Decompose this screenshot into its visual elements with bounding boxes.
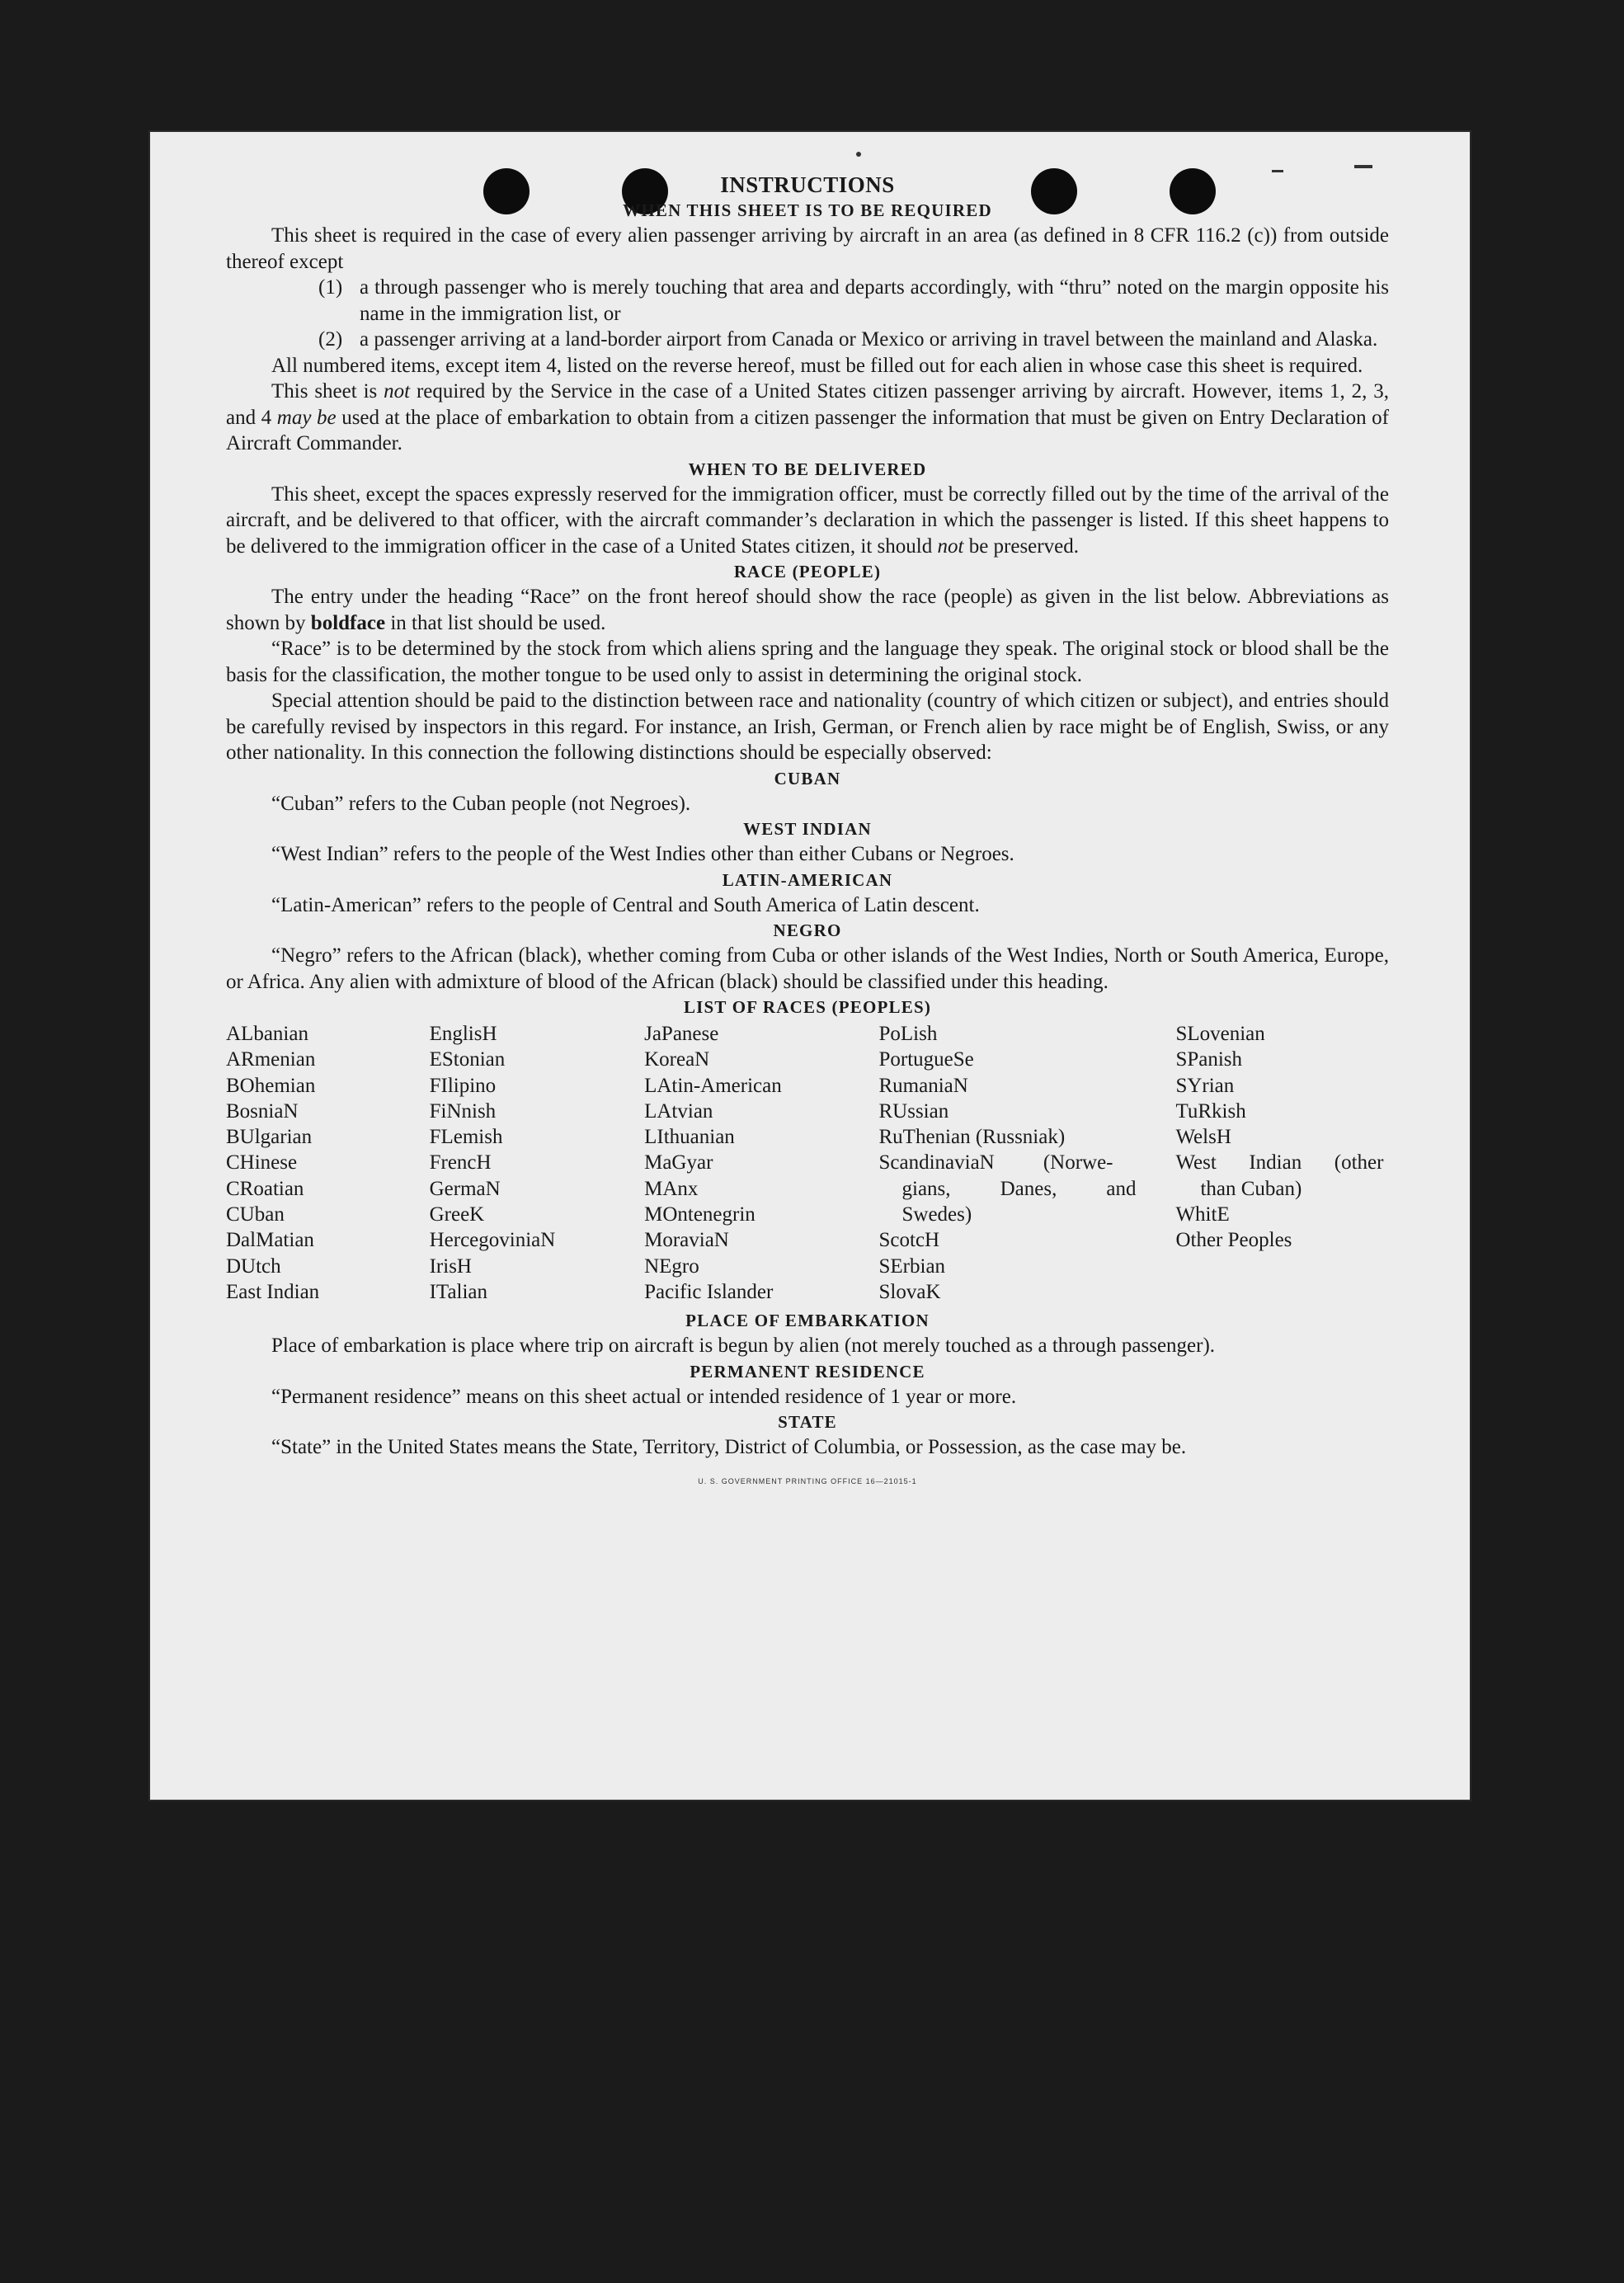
race-item: WelsH bbox=[1175, 1126, 1231, 1149]
race-item: CRoatian bbox=[226, 1177, 304, 1200]
italic-run: not bbox=[937, 534, 964, 558]
races-column-1 bbox=[226, 1021, 430, 1305]
race-item: BOhemian bbox=[226, 1074, 316, 1097]
race-item: BosniaN bbox=[226, 1099, 299, 1123]
text-run: in that list should be used. bbox=[385, 611, 606, 634]
paragraph: “State” in the United States means the State, Territory, District of Columbia, or Possession, as the case may be. bbox=[271, 1436, 1187, 1459]
race-item: FiNnish bbox=[429, 1099, 497, 1123]
printing-office-footer: U. S. GOVERNMENT PRINTING OFFICE 16—21015-1 bbox=[698, 1476, 917, 1485]
race-item: gians, Danes, and bbox=[901, 1177, 1137, 1200]
paragraph: “Race” is to be determined by the stock from which aliens spring and the language they speak. The original stock or blood shall be the basis for the classification, the mother tongue to be used only to assist in determining the original stock. bbox=[226, 638, 1389, 686]
item-number: (2) bbox=[318, 328, 343, 351]
race-item: RumaniaN bbox=[878, 1074, 968, 1097]
text-run: The entry under the heading “Race” on the front hereof should show the race (people) as given in the list below. Abbreviations as shown by bbox=[226, 586, 1389, 634]
races-column-4 bbox=[879, 1021, 1176, 1305]
bold-run: boldface bbox=[310, 611, 386, 634]
race-item: West Indian (other bbox=[1175, 1151, 1384, 1174]
paragraph bbox=[226, 482, 1389, 560]
race-item: MAnx bbox=[644, 1177, 699, 1200]
race-item: RUssian bbox=[878, 1099, 949, 1123]
race-item: GreeK bbox=[429, 1203, 485, 1226]
race-item: ITalian bbox=[429, 1280, 488, 1303]
italic-run: may be bbox=[276, 406, 337, 429]
race-item: IrisH bbox=[429, 1254, 472, 1278]
race-item: LAtin-American bbox=[644, 1074, 782, 1097]
race-item: MoraviaN bbox=[644, 1229, 729, 1252]
race-item: KoreaN bbox=[644, 1048, 710, 1071]
races-column-5 bbox=[1175, 1021, 1389, 1305]
heading-cuban: CUBAN bbox=[774, 768, 841, 788]
paragraph: This sheet is required in the case of every alien passenger arriving by aircraft in an area (as defined in 8 CFR 116.2 (c)) from outside thereof except bbox=[226, 224, 1389, 273]
heading-when-required: WHEN THIS SHEET IS TO BE REQUIRED bbox=[623, 200, 992, 220]
text-run: This sheet is bbox=[271, 380, 384, 402]
heading-west-indian: WEST INDIAN bbox=[743, 819, 872, 839]
list-item bbox=[226, 327, 1389, 353]
race-item: SPanish bbox=[1175, 1048, 1243, 1071]
race-item: ScotcH bbox=[878, 1229, 940, 1252]
instructions-content bbox=[226, 172, 1389, 1495]
heading-residence: PERMANENT RESIDENCE bbox=[690, 1361, 925, 1382]
paragraph: Special attention should be paid to the distinction between race and nationality (country of which citizen or subject), and entries should be carefully revised by inspectors in this regard. For instance, an Irish, German, or French alien by race might be of English, Swiss, or any other nationality. In this connection the following distinctions should be especially observed: bbox=[226, 690, 1389, 764]
document-sheet bbox=[150, 132, 1470, 1800]
race-item: ScandinaviaN (Norwe- bbox=[878, 1151, 1113, 1174]
race-item: JaPanese bbox=[644, 1023, 719, 1045]
text-run: be preserved. bbox=[963, 534, 1079, 558]
race-item: East Indian bbox=[226, 1280, 320, 1303]
race-item: MaGyar bbox=[644, 1151, 713, 1174]
races-column-3 bbox=[644, 1021, 878, 1305]
race-item: CHinese bbox=[226, 1151, 298, 1174]
races-list bbox=[226, 1021, 1389, 1305]
item-text: a through passenger who is merely touching that area and departs accordingly, with “thru” noted on the margin opposite his name in the immigration list, or bbox=[360, 276, 1389, 325]
text-run: used at the place of embarkation to obtain from a citizen passenger the information that must be given on Entry Declaration of Aircraft Commander. bbox=[226, 406, 1389, 454]
race-item: FIlipino bbox=[429, 1074, 497, 1097]
race-item: CUban bbox=[226, 1203, 285, 1226]
list-item bbox=[226, 275, 1389, 327]
heading-negro: NEGRO bbox=[773, 920, 842, 940]
text-run: required by the Service in the case of a United States citizen passenger arriving by aircraft. However, items 1, 2, 3, and 4 bbox=[226, 380, 1389, 429]
race-item: HercegoviniaN bbox=[429, 1229, 556, 1252]
paragraph: Place of embarkation is place where trip on aircraft is begun by alien (not merely touched as a through passenger). bbox=[271, 1334, 1216, 1358]
race-item: DalMatian bbox=[226, 1229, 314, 1252]
race-item: Other Peoples bbox=[1175, 1229, 1292, 1252]
heading-when-delivered: WHEN TO BE DELIVERED bbox=[688, 459, 927, 479]
paragraph: “Negro” refers to the African (black), whether coming from Cuba or other islands of the West Indies, North or South America, Europe, or Africa. Any alien with admixture of blood of the African (black) should be classified under this heading. bbox=[226, 944, 1389, 993]
race-item: FrencH bbox=[429, 1151, 492, 1174]
race-item: NEgro bbox=[644, 1254, 699, 1278]
race-item: SlovaK bbox=[878, 1280, 941, 1303]
race-item: WhitE bbox=[1175, 1203, 1230, 1226]
paragraph: “Permanent residence” means on this sheet actual or intended residence of 1 year or more. bbox=[271, 1385, 1017, 1408]
race-item: EStonian bbox=[429, 1048, 506, 1071]
heading-embarkation: PLACE OF EMBARKATION bbox=[685, 1311, 930, 1331]
page-title: INSTRUCTIONS bbox=[720, 172, 895, 197]
race-item: EnglisH bbox=[429, 1023, 497, 1045]
race-item: ALbanian bbox=[226, 1023, 308, 1045]
heading-latin-american: LATIN-AMERICAN bbox=[722, 869, 893, 890]
item-number: (1) bbox=[318, 276, 343, 299]
heading-state: STATE bbox=[778, 1412, 837, 1433]
paragraph bbox=[226, 584, 1389, 636]
race-item: SYrian bbox=[1175, 1074, 1235, 1097]
race-item: LAtvian bbox=[644, 1099, 713, 1123]
races-column-2 bbox=[430, 1021, 645, 1305]
race-item: TuRkish bbox=[1175, 1099, 1246, 1123]
race-item: FLemish bbox=[429, 1126, 503, 1149]
race-item: MOntenegrin bbox=[644, 1203, 756, 1226]
race-item: ARmenian bbox=[226, 1048, 316, 1071]
paragraph: “West Indian” refers to the people of the West Indies other than either Cubans or Negroes. bbox=[271, 843, 1014, 865]
paragraph bbox=[226, 379, 1389, 457]
race-item: SErbian bbox=[878, 1254, 946, 1278]
race-item: DUtch bbox=[226, 1254, 281, 1278]
race-item: LIthuanian bbox=[644, 1126, 735, 1149]
race-item: GermaN bbox=[429, 1177, 501, 1200]
heading-list-of-races: LIST OF RACES (PEOPLES) bbox=[683, 997, 932, 1017]
race-item: Pacific Islander bbox=[644, 1280, 774, 1303]
paragraph: “Cuban” refers to the Cuban people (not Negroes). bbox=[271, 792, 691, 815]
text-run: This sheet, except the spaces expressly reserved for the immigration officer, must be correctly filled out by the time of the arrival of the aircraft, and be delivered to that officer, with the aircraft commander’s declaration in which the passenger is listed. If this sheet happens to be delivered to the immigration officer in the case of a United States citizen, it should bbox=[226, 482, 1389, 558]
race-item: SLovenian bbox=[1175, 1023, 1265, 1045]
heading-race: RACE (PEOPLE) bbox=[733, 562, 882, 581]
stray-mark bbox=[856, 152, 861, 157]
stray-mark bbox=[1354, 165, 1372, 168]
item-text: a passenger arriving at a land-border airport from Canada or Mexico or arriving in travel between the mainland and Alaska. bbox=[360, 328, 1378, 351]
race-item: PortugueSe bbox=[878, 1048, 974, 1071]
paragraph: “Latin-American” refers to the people of Central and South America of Latin descent. bbox=[271, 893, 980, 916]
race-item: BUlgarian bbox=[226, 1126, 313, 1149]
race-item: Swedes) bbox=[901, 1203, 972, 1226]
italic-run: not bbox=[384, 380, 411, 402]
race-item: PoLish bbox=[878, 1023, 938, 1045]
paragraph: All numbered items, except item 4, listed on the reverse hereof, must be filled out for each alien in whose case this sheet is required. bbox=[271, 354, 1363, 377]
race-item: than Cuban) bbox=[1200, 1177, 1302, 1200]
race-item: RuThenian (Russniak) bbox=[878, 1126, 1066, 1149]
